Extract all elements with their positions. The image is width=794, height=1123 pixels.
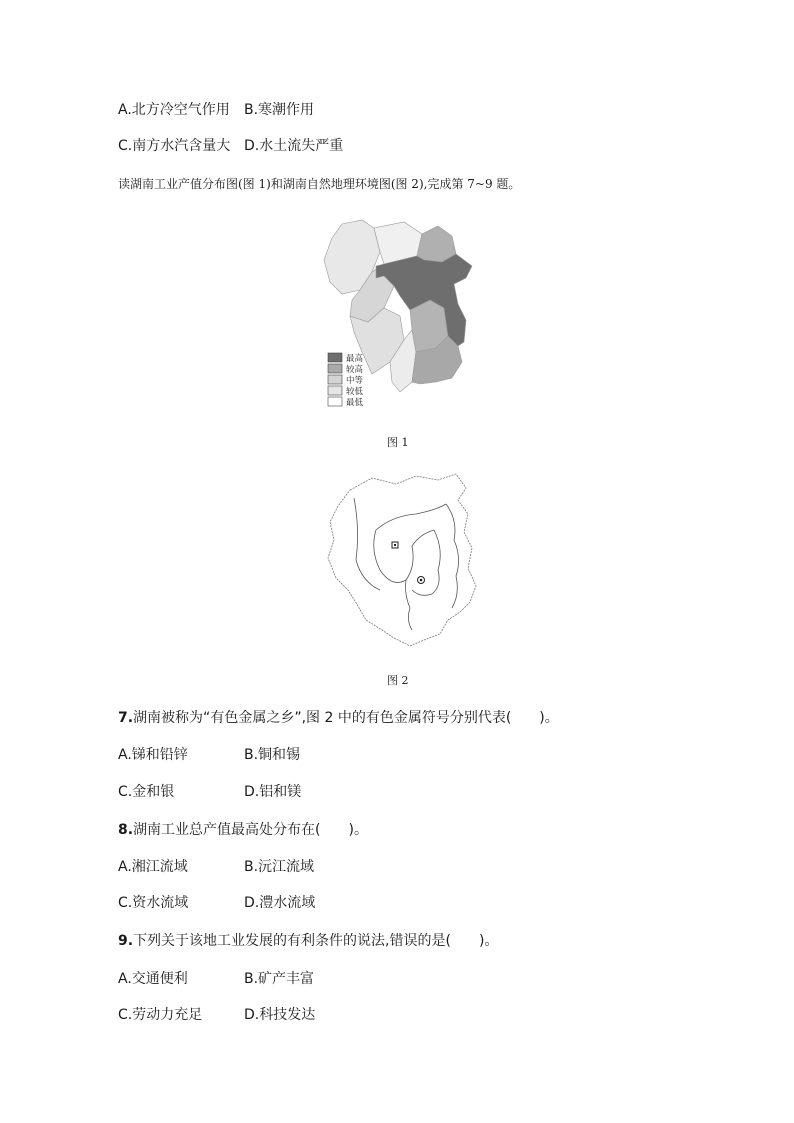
legend-label-lower: 较低 [346,387,364,397]
legend-label-medium: 中等 [346,376,364,386]
question-number: 8. [118,822,134,838]
question-number: 9. [118,933,134,949]
figure-2-geography-map [320,470,490,650]
question-9-options-row-1 [118,970,314,988]
reading-instruction: 读湖南工业产值分布图(图 1)和湖南自然地理环境图(图 2),完成第 7~9 题。 [118,177,521,191]
map-region-northeast [417,226,456,262]
mineral-symbol-1 [392,542,398,548]
question-text: 下列关于该地工业发展的有利条件的说法,错误的是( )。 [133,933,499,949]
option-a: A.交通便利 [118,971,188,987]
figure-1-industrial-output-map [312,212,492,412]
province-boundary [328,474,476,646]
option-c: C.南方水汽含量大 [118,138,231,154]
option-d: D.澧水流域 [244,895,316,911]
figure-2-caption: 图 2 [387,674,409,687]
option-c: C.劳动力充足 [118,1007,203,1023]
option-a: A.锑和铅锌 [118,747,188,763]
question-text: 湖南工业总产值最高处分布在( )。 [133,822,368,838]
question-8-options-row-2 [118,894,315,912]
question-7-options-row-1 [118,746,300,764]
prev-options-row-2 [118,137,343,155]
option-d: D.水土流失严重 [244,138,344,154]
legend-label-lowest: 最低 [346,398,364,408]
question-8 [118,821,368,839]
option-b: B.铜和锡 [244,747,301,763]
mineral-symbol-2 [418,577,425,584]
option-b: B.矿产丰富 [244,971,315,987]
question-text: 湖南被称为“有色金属之乡”,图 2 中的有色金属符号分别代表( )。 [133,710,559,726]
question-9-options-row-2 [118,1006,315,1024]
legend-label-highest: 最高 [346,354,364,364]
option-c: C.金和银 [118,784,175,800]
option-c: C.资水流域 [118,895,189,911]
figure-1-caption: 图 1 [387,436,409,449]
figure-1-legend [328,353,364,408]
option-d: D.科技发达 [244,1007,316,1023]
question-7-options-row-2 [118,783,301,801]
question-7 [118,709,559,727]
question-number: 7. [118,710,134,726]
prev-options-row-1 [118,101,314,119]
legend-label-higher: 较高 [346,365,364,375]
option-b: B.沅江流域 [244,859,315,875]
option-b: B.寒潮作用 [244,102,315,118]
option-d: D.铝和镁 [244,784,302,800]
question-9 [118,932,498,950]
option-a: A.北方冷空气作用 [118,102,230,118]
option-a: A.湘江流域 [118,859,188,875]
question-8-options-row-1 [118,858,314,876]
